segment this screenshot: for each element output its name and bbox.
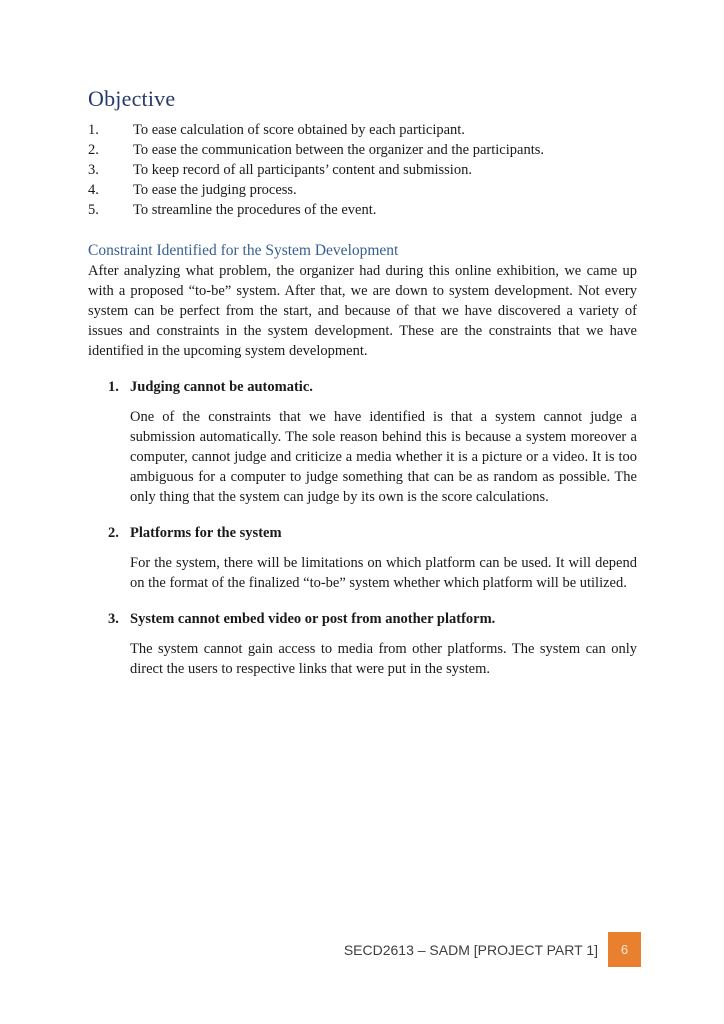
list-item	[88, 160, 637, 180]
list-item	[88, 120, 637, 140]
constraint-number: 1.	[108, 379, 119, 395]
list-item-number: 1.	[88, 122, 99, 138]
constraint-title: Platforms for the system	[130, 525, 282, 541]
section-heading: Constraint Identified for the System Development	[88, 242, 399, 259]
constraint-title-row	[88, 377, 637, 397]
constraint-body: The system cannot gain access to media from other platforms. The system can only direct the users to respective links that were put in the system.	[130, 641, 637, 677]
page-footer	[344, 932, 641, 967]
list-item-number: 3.	[88, 162, 99, 178]
list-item	[88, 200, 637, 220]
constraint-title-row	[88, 609, 637, 629]
objective-list	[88, 120, 637, 220]
constraint-title: Judging cannot be automatic.	[130, 379, 313, 395]
constraint-body: One of the constraints that we have identified is that a system cannot judge a submission automatically. The sole reason behind this is because a system moreover a computer, cannot judge and criticize a media whether it is a picture or a video. It is too ambiguous for a computer to judge something that can be as random as possible. The only thing that the system can judge by its own is the score calculations.	[130, 409, 637, 505]
list-item-number: 2.	[88, 142, 99, 158]
constraint-item	[88, 523, 637, 593]
constraint-item	[88, 377, 637, 507]
list-item-text: To streamline the procedures of the event.	[133, 202, 377, 218]
page-number-badge: 6	[608, 932, 641, 967]
list-item-number: 5.	[88, 202, 99, 218]
page-content	[88, 86, 637, 679]
section-intro-paragraph: After analyzing what problem, the organizer had during this online exhibition, we came up with a proposed “to-be” system. After that, we are down to system development. Not every system can be perfect from the start, and because of that we have discovered a variety of issues and constraints in the system development. These are the constraints that we have identified in the upcoming system development.	[88, 263, 637, 359]
document-title: Objective	[88, 86, 176, 111]
constraint-number: 2.	[108, 525, 119, 541]
list-item	[88, 140, 637, 160]
list-item-text: To keep record of all participants’ content and submission.	[133, 162, 472, 178]
constraint-item	[88, 609, 637, 679]
constraint-number: 3.	[108, 611, 119, 627]
constraint-title-row	[88, 523, 637, 543]
constraint-title: System cannot embed video or post from another platform.	[130, 611, 496, 627]
list-item	[88, 180, 637, 200]
footer-course-label: SECD2613 – SADM [PROJECT PART 1]	[343, 941, 598, 958]
list-item-number: 4.	[88, 182, 99, 198]
list-item-text: To ease the judging process.	[133, 182, 297, 198]
constraint-body: For the system, there will be limitations on which platform can be used. It will depend on the format of the finalized “to-be” system whether which platform will be utilized.	[130, 555, 637, 591]
list-item-text: To ease calculation of score obtained by each participant.	[133, 122, 465, 138]
list-item-text: To ease the communication between the organizer and the participants.	[133, 142, 545, 158]
